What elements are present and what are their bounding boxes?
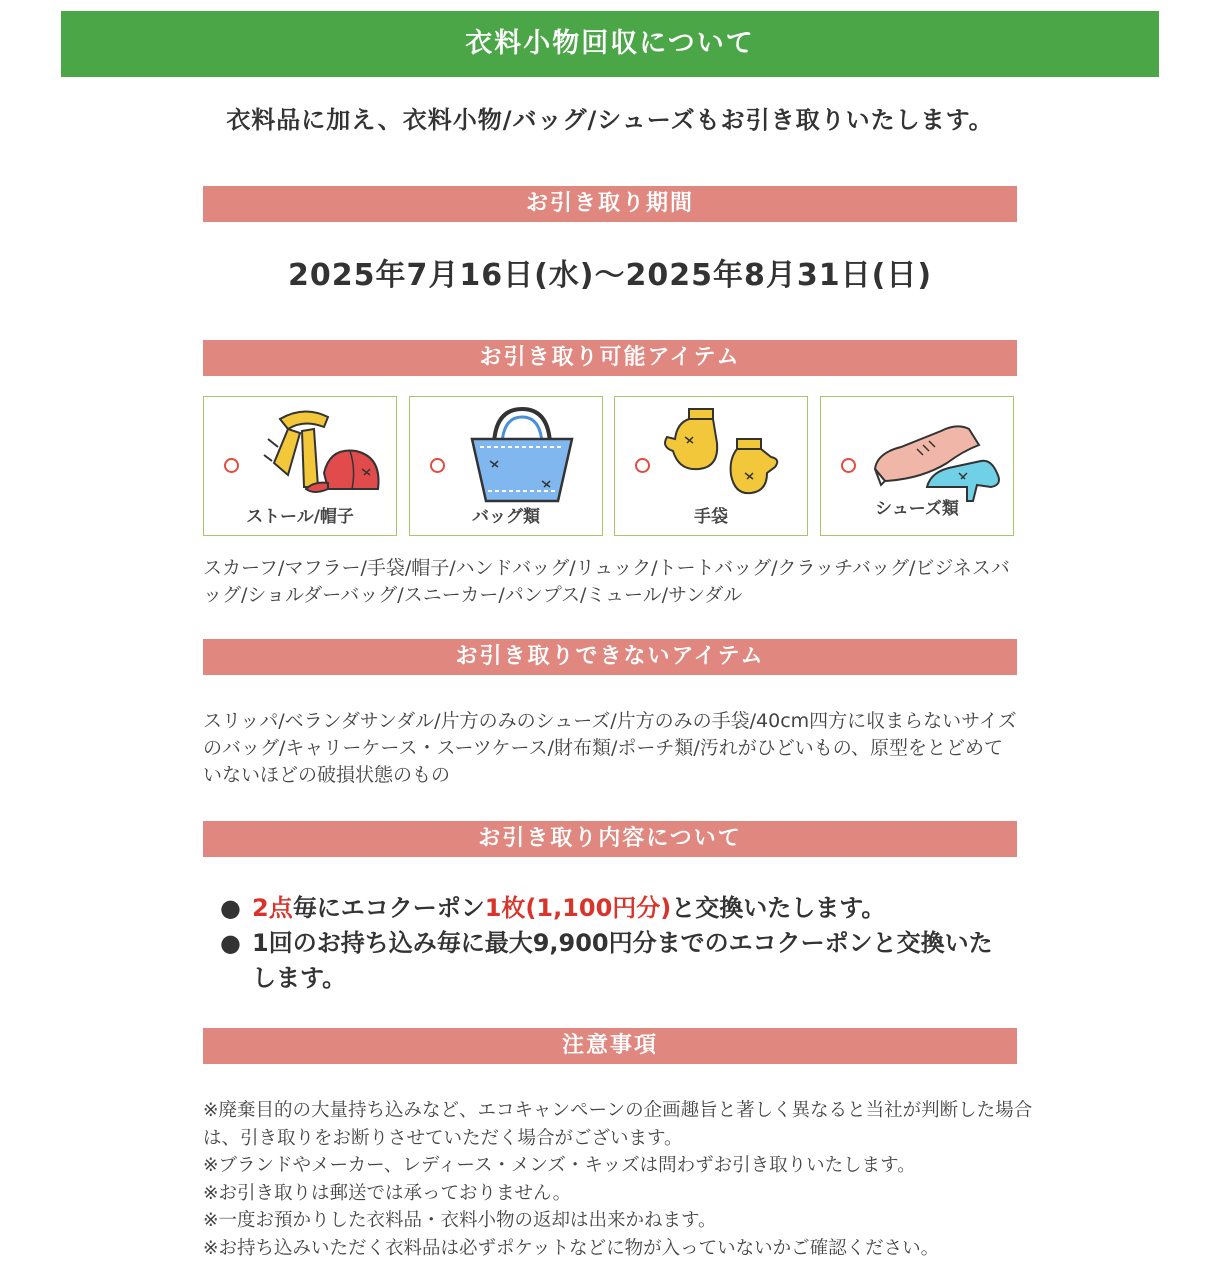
shoes-icon xyxy=(861,403,1009,507)
accepted-section-header: お引き取り可能アイテム xyxy=(203,340,1017,376)
item-card-bag xyxy=(409,396,603,536)
note-item: ※お持ち込みいただく衣料品は必ずポケットなどに物が入っていないかご確認ください。 xyxy=(203,1237,940,1259)
item-label: バッグ類 xyxy=(472,507,540,527)
note-item: ※一度お預かりした衣料品・衣料小物の返却は出来かねます。 xyxy=(203,1210,717,1231)
collection-period: 2025年7月16日(水)〜2025年8月31日(日) xyxy=(287,258,933,293)
accepted-items-description: スカーフ/マフラー/手袋/帽子/ハンドバッグ/リュック/トートバッグ/クラッチバッグ/ビジネスバッグ/ショルダーバッグ/スニーカー/パンプス/ミュール/サンダル xyxy=(203,557,1010,606)
item-card-gloves xyxy=(614,396,808,536)
item-count-highlight: 2点 xyxy=(252,894,293,922)
note-item: ※ブランドやメーカー、レディース・メンズ・キッズは問わずお引き取りいたします。 xyxy=(203,1155,916,1176)
lead-text: 衣料品に加え、衣料小物/バッグ/シューズもお引き取りいたします。 xyxy=(226,106,994,134)
bullet-icon: ● xyxy=(220,929,241,957)
exchange-text: と交換いたします。 xyxy=(671,894,886,922)
stole-and-cap-icon xyxy=(244,403,392,507)
notes-section-header: 注意事項 xyxy=(203,1028,1017,1064)
exchange-limit-text: 1回のお持ち込み毎に最大9,900円分までのエコクーポンと交換いたします。 xyxy=(252,929,993,992)
item-card-stole-cap xyxy=(203,396,397,536)
rejected-items-description: スリッパ/ベランダサンダル/片方のみのシューズ/片方のみの手袋/40cm四方に収まらないサイズのバッグ/キャリーケース・スーツケース/財布類/ポーチ類/汚れがひどいもの、原型をとどめていないほどの破損状態のもの xyxy=(203,710,1017,786)
page-title-banner: 衣料小物回収について xyxy=(61,11,1159,77)
circle-mark-icon xyxy=(841,458,856,473)
content-section-header: お引き取り内容について xyxy=(203,821,1017,857)
exchange-text: 毎にエコクーポン xyxy=(292,894,485,922)
item-label: 手袋 xyxy=(694,507,728,527)
item-label: ストール/帽子 xyxy=(246,507,354,527)
circle-mark-icon xyxy=(635,458,650,473)
item-card-shoes xyxy=(820,396,1014,536)
exchange-details-list xyxy=(220,891,1010,996)
period-section-header: お引き取り期間 xyxy=(203,186,1017,222)
coupon-value-highlight: 1枚(1,100円分) xyxy=(484,894,672,922)
note-item: ※お引き取りは郵送では承っておりません。 xyxy=(203,1182,572,1204)
circle-mark-icon xyxy=(224,458,239,473)
item-label: シューズ類 xyxy=(875,499,959,519)
notes-list xyxy=(203,1097,1033,1262)
rejected-section-header: お引き取りできないアイテム xyxy=(203,639,1017,675)
accepted-items-grid xyxy=(203,396,1017,538)
exchange-point xyxy=(220,891,1010,926)
exchange-point xyxy=(220,926,1010,996)
circle-mark-icon xyxy=(430,458,445,473)
note-item: ※廃棄目的の大量持ち込みなど、エコキャンペーンの企画趣旨と著しく異なると当社が判断した場合は、引き取りをお断りさせていただく場合がございます。 xyxy=(203,1100,1033,1149)
bullet-icon: ● xyxy=(220,894,241,922)
mittens-icon xyxy=(655,403,803,507)
tote-bag-icon xyxy=(450,403,598,507)
